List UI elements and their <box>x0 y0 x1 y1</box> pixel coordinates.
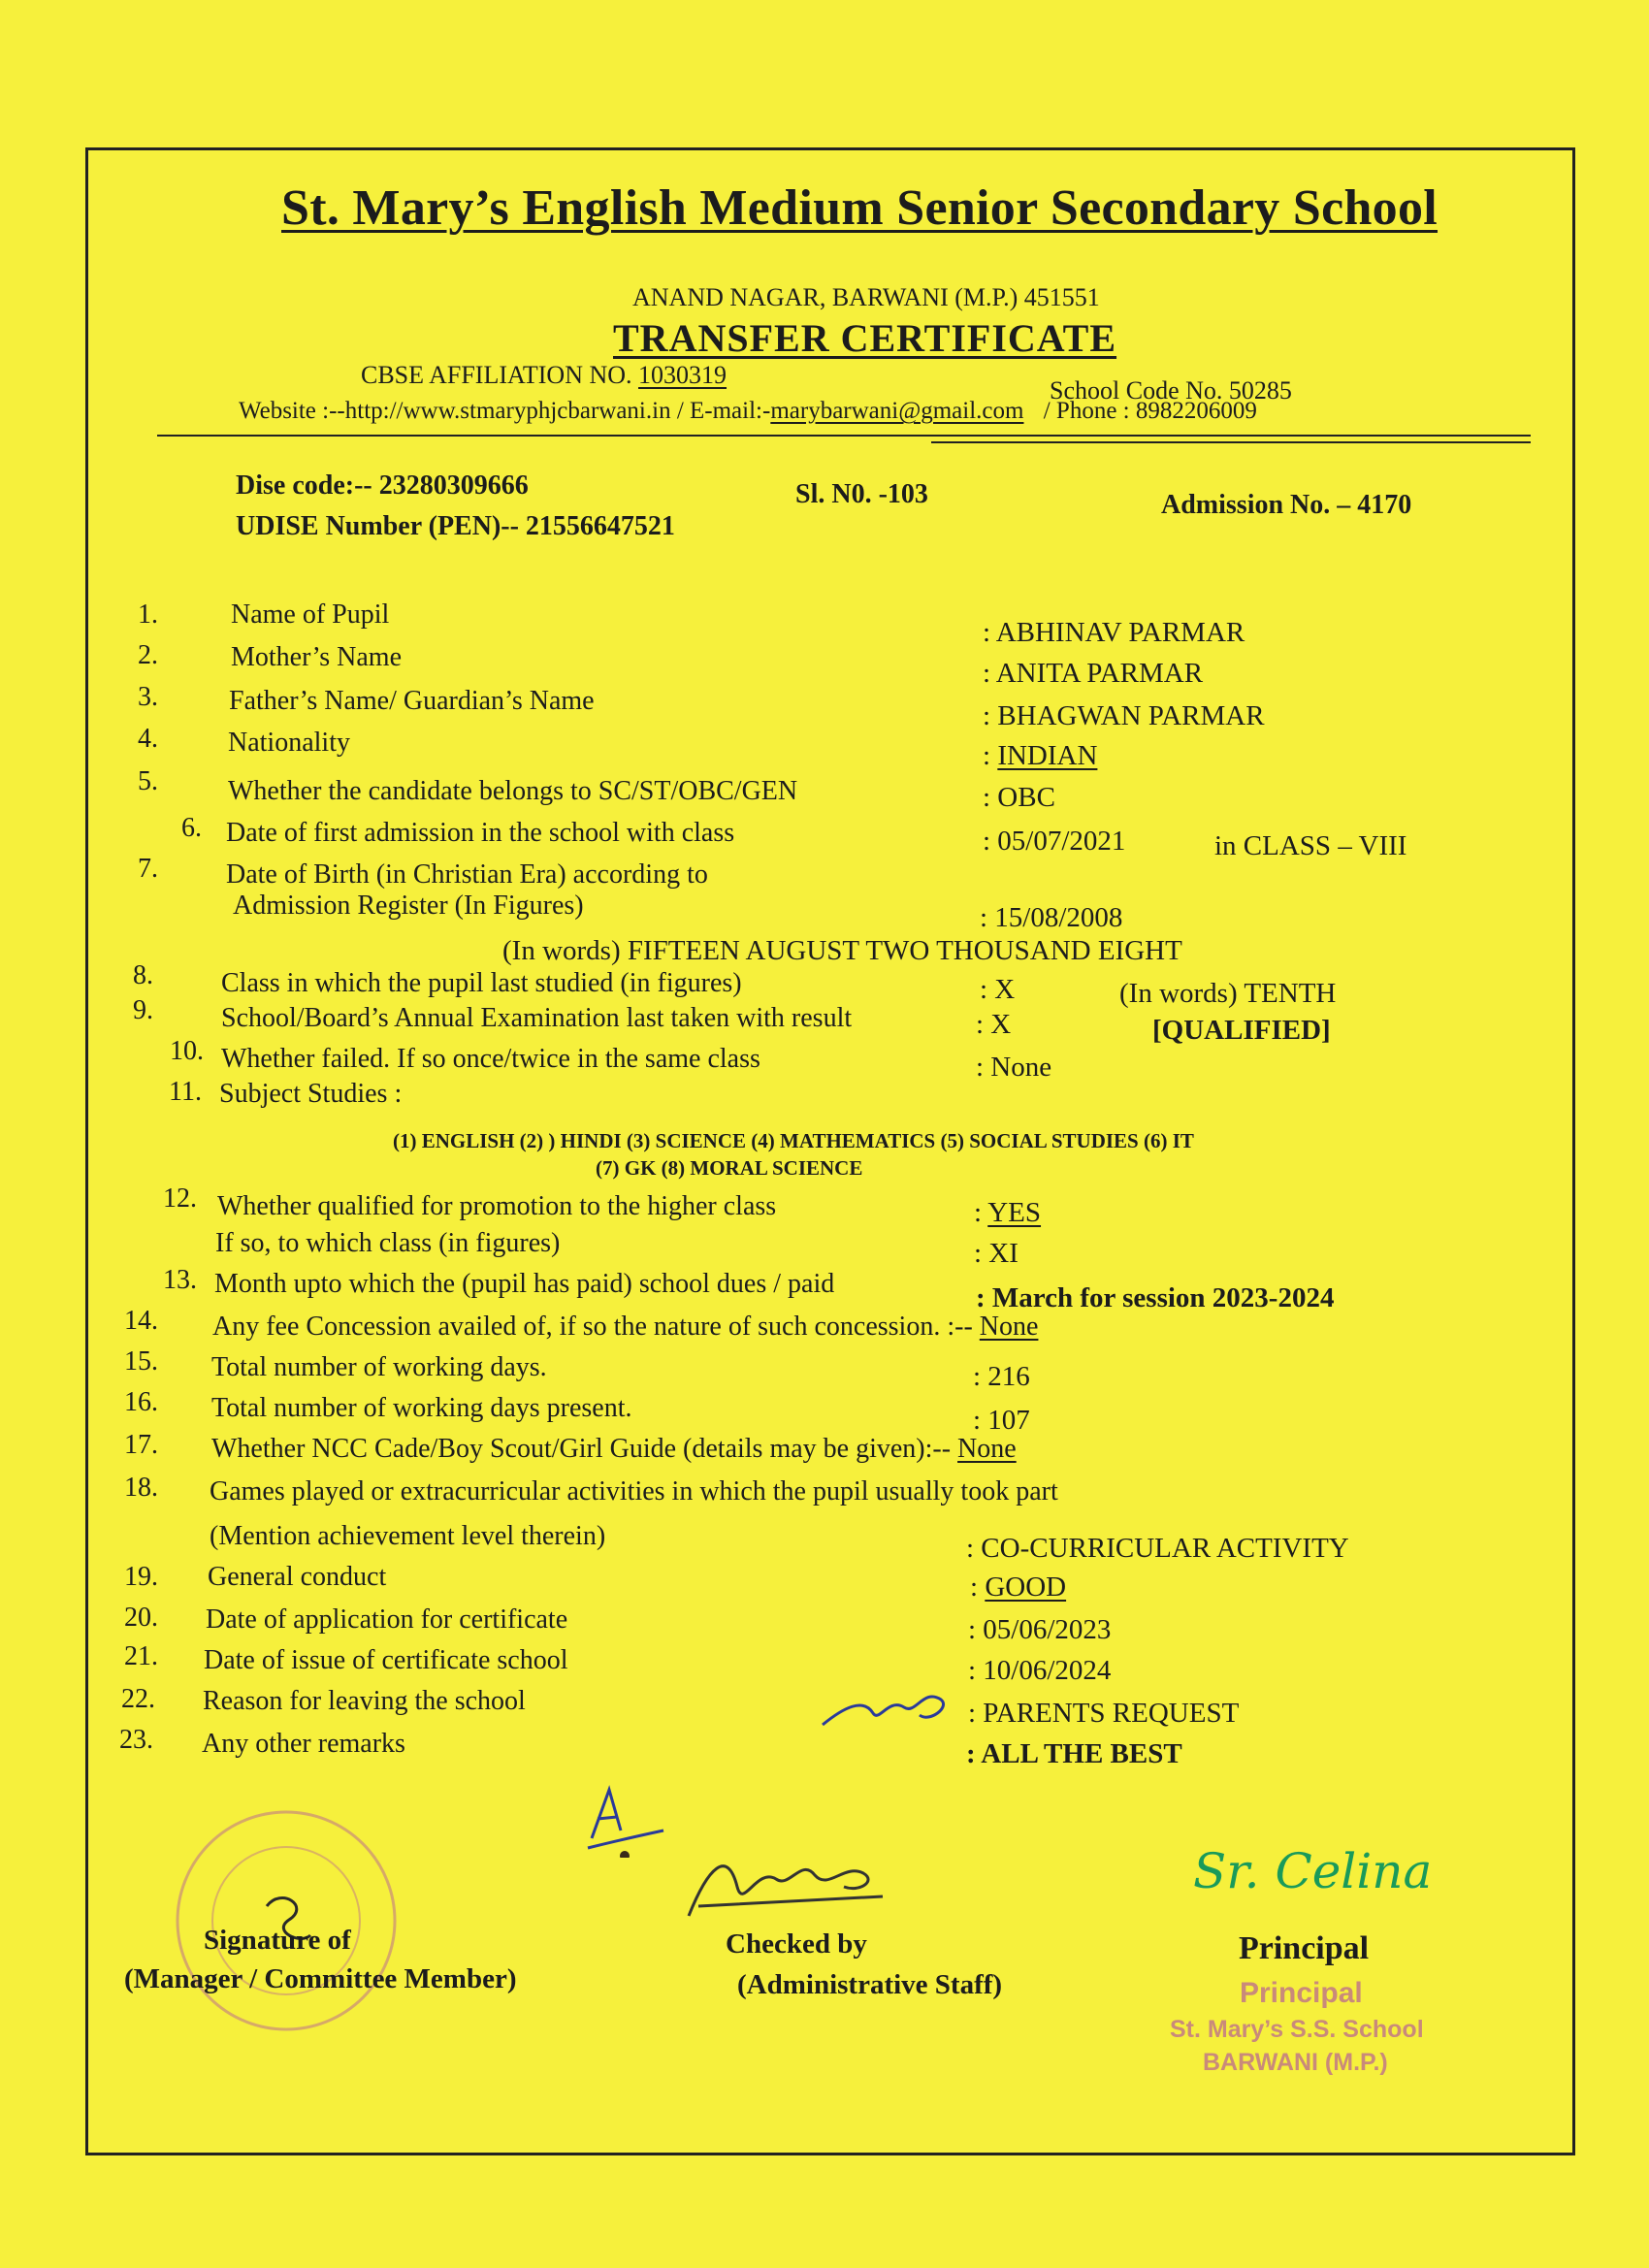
row-value: : YES <box>974 1197 1042 1228</box>
row-label: Whether qualified for promotion to the higher class <box>217 1191 777 1221</box>
row-number: 5. <box>138 766 158 796</box>
row-number: 21. <box>124 1641 158 1671</box>
subjects-line-1: (1) ENGLISH (2) ) HINDI (3) SCIENCE (4) MATHEMATICS (5) SOCIAL STUDIES (6) IT <box>393 1129 1194 1152</box>
row-number: 22. <box>121 1684 155 1714</box>
row-label: Whether the candidate belongs to SC/ST/OBC/GEN <box>228 776 798 806</box>
school-code: School Code No. 50285 <box>1050 376 1292 405</box>
row-number: 6. <box>181 813 202 843</box>
row-label: Name of Pupil <box>231 599 390 630</box>
row-label-2: (Mention achievement level therein) <box>210 1521 606 1551</box>
row-value: : 05/07/2021 <box>983 826 1126 857</box>
row-value: : None <box>976 1052 1052 1083</box>
row-label: Date of Birth (in Christian Era) according to <box>226 859 708 890</box>
phone: / Phone : 8982206009 <box>1043 398 1257 424</box>
row-number: 16. <box>124 1387 158 1417</box>
row-number: 3. <box>138 682 158 712</box>
row-value: : BHAGWAN PARMAR <box>983 700 1265 731</box>
handwritten-initials <box>815 1678 960 1736</box>
document-title: TRANSFER CERTIFICATE <box>613 316 1117 360</box>
row-number: 4. <box>138 724 158 754</box>
row-value: : X <box>980 974 1016 1005</box>
checked-by-label: Checked by <box>726 1928 867 1960</box>
row-label: Subject Studies : <box>219 1079 403 1109</box>
affiliation-label: CBSE AFFILIATION NO. <box>361 361 632 389</box>
row-number: 19. <box>124 1562 158 1592</box>
row-label: Reason for leaving the school <box>203 1686 526 1716</box>
row-label: Month upto which the (pupil has paid) school dues / paid <box>214 1269 835 1299</box>
row-value: : 107 <box>973 1405 1030 1436</box>
email-link[interactable]: marybarwani@gmail.com <box>770 398 1024 424</box>
principal-stamp-title: Principal <box>1240 1977 1363 2009</box>
row-number: 2. <box>138 640 158 670</box>
row-value: : GOOD <box>970 1571 1067 1603</box>
row-value: : X <box>976 1009 1012 1040</box>
admission-number: Admission No. – 4170 <box>1161 490 1412 520</box>
manager-signature-title: (Manager / Committee Member) <box>124 1963 517 1994</box>
row-result: [QUALIFIED] <box>1152 1015 1331 1046</box>
principal-stamp-school: St. Mary’s S.S. School <box>1170 2016 1424 2043</box>
row-label: Date of first admission in the school with class <box>226 818 735 848</box>
row-label: Total number of working days. <box>211 1352 547 1382</box>
row-label: General conduct <box>208 1562 387 1592</box>
row-extra: (In words) TENTH <box>1119 978 1337 1009</box>
row-value: : ALL THE BEST <box>966 1738 1182 1769</box>
row-value: : March for session 2023-2024 <box>976 1282 1335 1313</box>
row-number: 12. <box>163 1183 197 1214</box>
serial-number: Sl. N0. -103 <box>795 479 928 509</box>
row-number: 23. <box>119 1725 153 1755</box>
row-number: 11. <box>169 1077 202 1107</box>
row-number: 18. <box>124 1473 158 1503</box>
row-label: Total number of working days present. <box>211 1393 632 1423</box>
row-number: 1. <box>138 599 158 630</box>
row-extra: in CLASS – VIII <box>1214 830 1407 861</box>
row-value: : 15/08/2008 <box>980 902 1123 933</box>
row-value: : ABHINAV PARMAR <box>983 617 1245 648</box>
affiliation <box>361 361 727 390</box>
row-label: Date of application for certificate <box>206 1604 568 1635</box>
row-value: : CO-CURRICULAR ACTIVITY <box>966 1533 1349 1564</box>
handwritten-mark-a <box>582 1780 669 1858</box>
row-label: Any other remarks <box>202 1729 405 1759</box>
row-number: 8. <box>133 960 153 990</box>
row-value: : INDIAN <box>983 740 1098 771</box>
row-value: : OBC <box>983 782 1055 813</box>
principal-label: Principal <box>1239 1930 1370 1966</box>
row-label: Whether NCC Cade/Boy Scout/Girl Guide (details may be given):-- None <box>211 1434 1017 1464</box>
checked-by-title: (Administrative Staff) <box>737 1969 1003 2000</box>
row-value: : 05/06/2023 <box>968 1614 1112 1645</box>
website: Website :--http://www.stmaryphjcbarwani.in / E-mail:- <box>239 398 771 424</box>
principal-signature: Sr. Celina <box>1193 1843 1433 1899</box>
row-number: 14. <box>124 1306 158 1336</box>
row-value: : 216 <box>973 1361 1030 1392</box>
contact-line <box>239 398 1257 425</box>
school-name: St. Mary’s English Medium Senior Secondary School <box>281 180 1439 236</box>
row-number: 20. <box>124 1603 158 1633</box>
row-number: 7. <box>138 854 158 884</box>
row-number: 10. <box>170 1036 204 1066</box>
row-label-2: Admission Register (In Figures) <box>233 891 584 921</box>
row-value: : PARENTS REQUEST <box>968 1698 1240 1729</box>
row-label: Any fee Concession availed of, if so the nature of such concession. :-- None <box>212 1312 1039 1342</box>
row-label: Father’s Name/ Guardian’s Name <box>229 686 595 716</box>
row-label-2: If so, to which class (in figures) <box>215 1228 561 1258</box>
principal-stamp-place: BARWANI (M.P.) <box>1203 2049 1388 2076</box>
header-rule-1 <box>157 435 1531 437</box>
row-value: : ANITA PARMAR <box>983 658 1204 689</box>
row-label: Class in which the pupil last studied (in figures) <box>221 968 742 998</box>
dise-code: Dise code:-- 23280309666 <box>236 470 529 501</box>
school-seal-icon <box>165 1799 407 2042</box>
header-rule-2 <box>931 441 1531 443</box>
affiliation-number: 1030319 <box>638 361 728 389</box>
school-address: ANAND NAGAR, BARWANI (M.P.) 451551 <box>632 283 1100 311</box>
row-label: Nationality <box>228 728 350 758</box>
row-number: 9. <box>133 995 153 1025</box>
row-value: : 10/06/2024 <box>968 1655 1112 1686</box>
row-label: School/Board’s Annual Examination last taken with result <box>221 1003 853 1033</box>
manager-signature-label: Signature of <box>204 1925 351 1956</box>
row-number: 15. <box>124 1346 158 1377</box>
row-label: Games played or extracurricular activities in which the pupil usually took part <box>210 1476 1058 1507</box>
subjects-line-2: (7) GK (8) MORAL SCIENCE <box>596 1156 863 1180</box>
row-words: (In words) FIFTEEN AUGUST TWO THOUSAND EIGHT <box>502 935 1182 966</box>
row-label: Whether failed. If so once/twice in the same class <box>221 1044 760 1074</box>
row-label: Mother’s Name <box>231 642 402 672</box>
row-label: Date of issue of certificate school <box>204 1645 568 1675</box>
udise-number: UDISE Number (PEN)-- 21556647521 <box>236 511 675 541</box>
administrative-signature <box>669 1829 892 1935</box>
row-value-2: : XI <box>974 1238 1018 1269</box>
row-number: 17. <box>124 1430 158 1460</box>
row-number: 13. <box>163 1265 197 1295</box>
